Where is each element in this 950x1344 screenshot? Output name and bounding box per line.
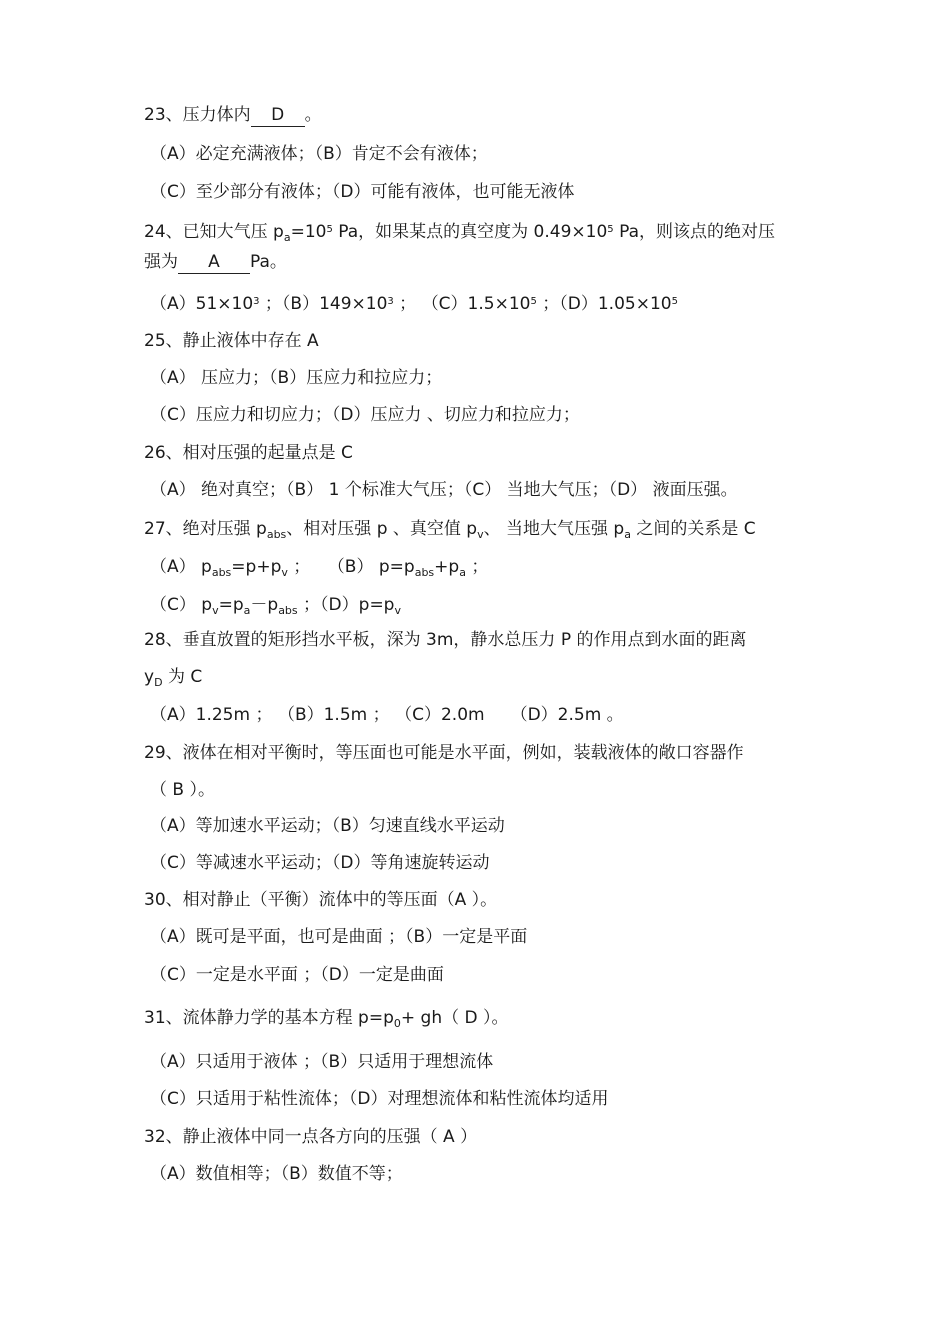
subscript: v [281, 566, 288, 579]
question-24-text: =10 [290, 222, 327, 242]
option-c: （C）1.5×10 [430, 294, 531, 314]
question-23-stem: 23、压力体内 [144, 105, 251, 125]
option-b: +p [434, 557, 460, 577]
question-28-line-2 [144, 667, 203, 689]
superscript: 5 [607, 224, 614, 235]
option-a: （A） p [150, 557, 212, 577]
question-29-options-2: （C）等减速水平运动；（D）等角速旋转运动 [150, 853, 490, 873]
superscript: 5 [326, 224, 333, 235]
question-31-text: + gh（ D ）。 [400, 1008, 509, 1028]
subscript: a [624, 528, 631, 541]
question-24-options [150, 296, 678, 313]
question-29-options-1: （A）等加速水平运动；（B）匀速直线水平运动 [150, 816, 505, 836]
question-24-text: Pa，则该点的绝对压 [613, 222, 775, 242]
question-27-text: 、相对压强 p 、真空值 p [286, 519, 478, 539]
option-a: （A）必定充满液体； [150, 144, 315, 164]
superscript: 3 [253, 296, 260, 307]
option-c: －p [250, 595, 279, 615]
subscript: abs [414, 566, 435, 579]
question-23-answer: D [251, 107, 305, 127]
question-23-options-2 [150, 184, 574, 201]
subscript: v [394, 604, 401, 617]
question-25-options-2: （C）压应力和切应力；（D）压应力 、切应力和拉应力； [150, 405, 580, 425]
separator: ； [393, 294, 417, 314]
question-32: 32、静止液体中同一点各方向的压强（ A ） [144, 1127, 478, 1147]
question-32-options: （A）数值相等；（B）数值不等； [150, 1164, 403, 1184]
question-31 [144, 1008, 509, 1030]
subscript: abs [211, 566, 232, 579]
question-23-end: 。 [304, 105, 322, 125]
subscript: a [243, 604, 251, 617]
option-a: （A）51×10 [150, 294, 254, 314]
question-27-text: 27、绝对压强 p [144, 519, 267, 539]
superscript: 3 [387, 296, 394, 307]
question-30-options-2: （C）一定是水平面 ；（D）一定是曲面 [150, 965, 444, 985]
question-28-text: 为 C [162, 667, 203, 687]
question-28: 28、垂直放置的矩形挡水平板，深为 3m，静水总压力 P 的作用点到水面的距离 [144, 630, 747, 650]
option-d: （D）2.5m 。 [510, 705, 624, 725]
question-28-text: y [144, 667, 155, 687]
option-d: ；（D）1.05×10 [536, 294, 672, 314]
question-23 [144, 107, 322, 127]
option-c: （C）2.0m [403, 705, 485, 725]
question-31-text: 31、流体静力学的基本方程 p=p [144, 1008, 394, 1028]
question-24-answer: A [178, 254, 250, 274]
option-b: ；（B）149×10 [259, 294, 388, 314]
subscript: abs [266, 528, 287, 541]
question-29: 29、液体在相对平衡时，等压面也可能是水平面，例如，装载液体的敞口容器作 [144, 743, 744, 763]
option-b: （B）1.5m ； [286, 705, 390, 725]
superscript: 5 [671, 296, 678, 307]
question-27-text: 之间的关系是 C [630, 519, 756, 539]
question-28-options [150, 707, 624, 724]
subscript: a [459, 566, 466, 579]
option-c: （C）至少部分有液体； [150, 182, 332, 202]
question-26-options: （A） 绝对真空；（B） 1 个标准大气压；（C） 当地大气压；（D） 液面压强。 [150, 480, 738, 500]
question-26: 26、相对压强的起量点是 C [144, 443, 353, 463]
subscript: D [154, 676, 163, 689]
question-24-text: 强为 [144, 252, 178, 272]
subscript: 0 [393, 1017, 401, 1030]
subscript: v [477, 528, 484, 541]
option-c: =p [218, 595, 244, 615]
option-a: =p+p [231, 557, 282, 577]
separator: ； [287, 557, 311, 577]
question-24-text: 24、已知大气压 p [144, 222, 284, 242]
question-25-options-1: （A） 压应力；（B）压应力和拉应力； [150, 368, 443, 388]
question-25: 25、静止液体中存在 A [144, 331, 319, 351]
option-b: （B） p=p [336, 557, 415, 577]
question-27-text: 、 当地大气压强 p [483, 519, 625, 539]
question-27 [144, 519, 756, 541]
question-29-line-2: （ B ）。 [150, 780, 215, 800]
question-23-options-1 [150, 146, 488, 163]
option-d: （D）可能有液体，也可能无液体 [331, 182, 575, 202]
subscript: abs [278, 604, 298, 617]
question-27-options-1 [150, 557, 489, 579]
option-d: ；（D）p=p [297, 595, 395, 615]
option-a: （A）1.25m ； [150, 705, 273, 725]
question-24-text: Pa。 [250, 252, 287, 272]
question-24-text: Pa，如果某点的真空度为 0.49×10 [332, 222, 608, 242]
separator: ； [465, 557, 489, 577]
superscript: 5 [530, 296, 537, 307]
question-31-options-1: （A）只适用于液体 ；（B）只适用于理想流体 [150, 1052, 494, 1072]
question-27-options-2 [150, 595, 401, 617]
question-30-options-1: （A）既可是平面，也可是曲面 ；（B）一定是平面 [150, 927, 528, 947]
subscript: a [283, 231, 291, 244]
question-24 [144, 222, 775, 244]
question-30: 30、相对静止（平衡）流体中的等压面（A ）。 [144, 890, 498, 910]
subscript: v [212, 604, 219, 617]
option-c: （C） p [150, 595, 213, 615]
question-24-line-2 [144, 254, 287, 274]
option-b: （B）肯定不会有液体； [314, 144, 488, 164]
question-31-options-2: （C）只适用于粘性流体；（D）对理想流体和粘性流体均适用 [150, 1089, 609, 1109]
